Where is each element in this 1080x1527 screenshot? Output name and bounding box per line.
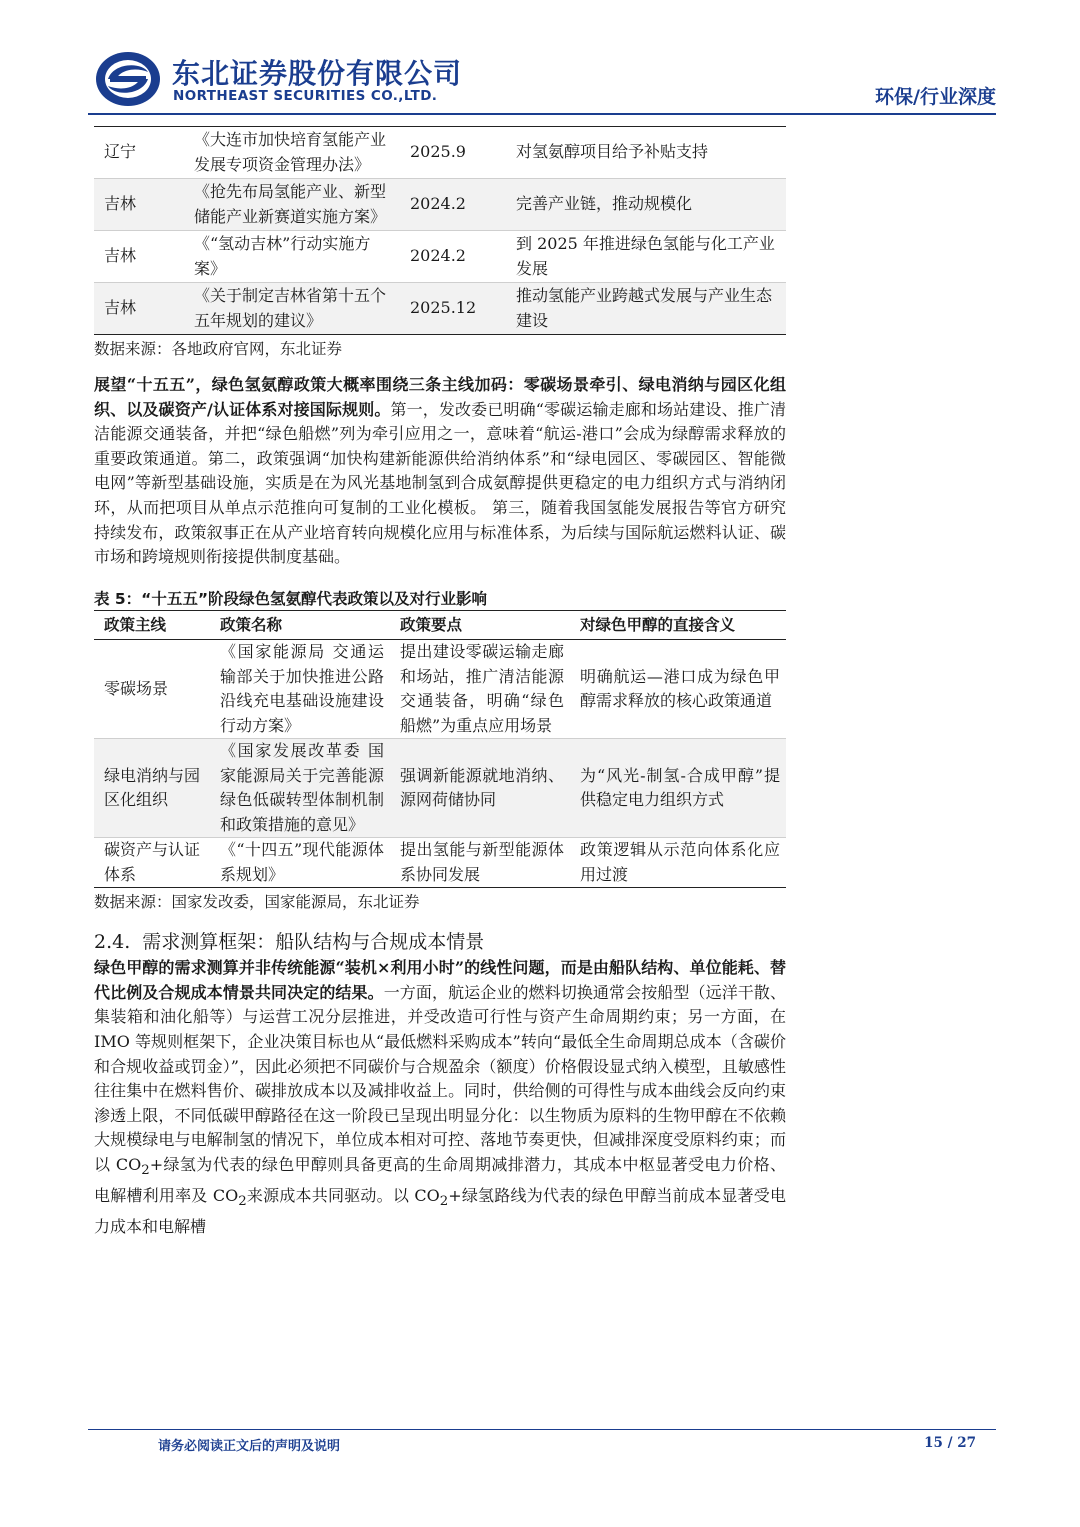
date-cell: 2025.9 bbox=[400, 127, 506, 179]
table-header-row bbox=[94, 610, 786, 640]
demand-text-b: +绿氢为代表的绿色甲醇则具备更高的生命周期减排潜力，其成本中枢显著受电力价格、电解槽利用率及 CO bbox=[94, 1155, 786, 1205]
demand-text-d: +绿氢路线为代表的绿色甲醇当前成本显著受电力成本和电解槽 bbox=[94, 1185, 786, 1236]
date-cell: 2025.12 bbox=[400, 283, 506, 335]
footer-divider bbox=[88, 1429, 996, 1430]
table2-source: 数据来源：国家发改委，国家能源局，东北证券 bbox=[94, 893, 420, 912]
northeast-securities-logo-icon bbox=[94, 50, 162, 108]
implication-cell: 明确航运—港口成为绿色甲醇需求释放的核心政策通道 bbox=[570, 640, 786, 739]
table-row bbox=[94, 127, 786, 179]
company-name-en: NORTHEAST SECURITIES CO.,LTD. bbox=[173, 88, 438, 104]
demand-framework-paragraph bbox=[94, 956, 786, 1239]
outlook-paragraph bbox=[94, 373, 786, 570]
region-cell: 吉林 bbox=[94, 283, 184, 335]
policy-impact-table bbox=[94, 610, 786, 889]
region-cell: 吉林 bbox=[94, 231, 184, 283]
section-title: 需求测算框架：船队结构与合规成本情景 bbox=[142, 931, 485, 954]
col-header-policy-points: 政策要点 bbox=[390, 610, 570, 640]
page-number: 15 / 27 bbox=[924, 1435, 976, 1451]
demand-text-c: 来源成本共同驱动。以 CO bbox=[246, 1185, 440, 1205]
page-content bbox=[94, 126, 786, 1239]
col-header-policy-name: 政策名称 bbox=[210, 610, 390, 640]
policy-content-cell: 到 2025 年推进绿色氢能与化工产业发展 bbox=[506, 231, 786, 283]
co2-subscript: 2 bbox=[141, 1163, 150, 1179]
regional-policy-table bbox=[94, 126, 786, 335]
policy-points-cell: 提出建设零碳运输走廊和场站，推广清洁能源交通装备，明确“绿色船燃”为重点应用场景 bbox=[390, 640, 570, 739]
table-row bbox=[94, 739, 786, 838]
policy-name-cell: 《“十四五”现代能源体系规划》 bbox=[210, 838, 390, 888]
company-name-cn: 东北证券股份有限公司 bbox=[172, 57, 463, 90]
policy-content-cell: 完善产业链，推动规模化 bbox=[506, 179, 786, 231]
date-cell: 2024.2 bbox=[400, 231, 506, 283]
co2-subscript: 2 bbox=[238, 1193, 247, 1209]
section-heading bbox=[94, 928, 786, 956]
region-cell: 辽宁 bbox=[94, 127, 184, 179]
policy-line-cell: 绿电消纳与园区化组织 bbox=[94, 739, 210, 838]
region-cell: 吉林 bbox=[94, 179, 184, 231]
implication-cell: 为“风光-制氢-合成甲醇”提供稳定电力组织方式 bbox=[570, 739, 786, 838]
section-number: 2.4. bbox=[94, 931, 131, 954]
policy-name-cell: 《大连市加快培育氢能产业发展专项资金管理办法》 bbox=[184, 127, 400, 179]
policy-name-cell: 《国家能源局 交通运输部关于加快推进公路沿线充电基础设施建设行动方案》 bbox=[210, 640, 390, 739]
date-cell: 2024.2 bbox=[400, 179, 506, 231]
table-row bbox=[94, 283, 786, 335]
policy-points-cell: 提出氢能与新型能源体系协同发展 bbox=[390, 838, 570, 888]
table1-source: 数据来源：各地政府官网，东北证券 bbox=[94, 340, 343, 358]
table5-title: 表 5：“十五五”阶段绿色氢氨醇代表政策以及对行业影响 bbox=[94, 589, 488, 608]
policy-line-cell: 零碳场景 bbox=[94, 640, 210, 739]
outlook-lead: 展望“十五五”，绿色氢氨醇政策大概率围绕三条主线加码：零碳场景牵引、绿电消纳与园区化组织、以及碳资产/认证体系对接国际规则。 bbox=[94, 375, 786, 419]
policy-content-cell: 对氢氨醇项目给予补贴支持 bbox=[506, 127, 786, 179]
policy-name-cell: 《国家发展改革委 国家能源局关于完善能源绿色低碳转型体制机制和政策措施的意见》 bbox=[210, 739, 390, 838]
policy-points-cell: 强调新能源就地消纳、源网荷储协同 bbox=[390, 739, 570, 838]
demand-text-a: 一方面，航运企业的燃料切换通常会按船型（远洋干散、集装箱和油化船等）与运营工况分层推进，并受改造可行性与资产生命周期约束；另一方面，在 IMO 等规则框架下，企业决策目标也从“最低燃料采购成本”转向“最低全生命周期总成本（含碳价和合规收益或罚金）”，因此必须把不同碳价与合规盈余（额度）价格假设显式纳入模型，且敏感性往往集中在燃料售价、碳排放成本以及减排收益上。同时，供给侧的可得性与成本曲线会反向约束渗透上限，不同低碳甲醇路径在这一阶段已呈现出明显分化：以生物质为原料的生物甲醇在不依赖大规模绿电与电解制氢的情况下，单位成本相对可控、落地节奏更快，但减排深度受原料约束；而以 CO bbox=[94, 982, 786, 1174]
table-row bbox=[94, 838, 786, 888]
policy-content-cell: 推动氢能产业跨越式发展与产业生态建设 bbox=[506, 283, 786, 335]
demand-lead: 绿色甲醇的需求测算并非传统能源“装机×利用小时”的线性问题，而是由船队结构、单位能耗、替代比例及合规成本情景共同决定的结果。 bbox=[94, 958, 786, 1002]
report-section-tag: 环保/行业深度 bbox=[875, 86, 996, 108]
header-divider bbox=[88, 113, 996, 115]
col-header-policy-line: 政策主线 bbox=[94, 610, 210, 640]
outlook-text: 第一，发改委已明确“零碳运输走廊和场站建设、推广清洁能源交通装备，并把“绿色船燃”列为牵引应用之一，意味着“航运-港口”会成为绿醇需求释放的重要政策通道。第二，政策强调“加快构建新能源供给消纳体系”和“绿电园区、零碳园区、智能微电网”等新型基础设施，实质是在为风光基地制氢到合成氨醇提供更稳定的电力组织方式与消纳闭环，从而把项目从单点示范推向可复制的工业化模板。 第三，随着我国氢能发展报告等官方研究持续发布，政策叙事正在从产业培育转向规模化应用与标准体系，为后续与国际航运燃料认证、碳市场和跨境规则衔接提供制度基础。 bbox=[94, 399, 786, 567]
co2-subscript: 2 bbox=[439, 1193, 449, 1209]
col-header-implication: 对绿色甲醇的直接含义 bbox=[570, 610, 786, 640]
policy-name-cell: 《“氢动吉林”行动实施方案》 bbox=[184, 231, 400, 283]
table-row bbox=[94, 179, 786, 231]
policy-name-cell: 《抢先布局氢能产业、新型储能产业新赛道实施方案》 bbox=[184, 179, 400, 231]
policy-name-cell: 《关于制定吉林省第十五个五年规划的建议》 bbox=[184, 283, 400, 335]
table-row bbox=[94, 640, 786, 739]
implication-cell: 政策逻辑从示范向体系化应用过渡 bbox=[570, 838, 786, 888]
table-row bbox=[94, 231, 786, 283]
policy-line-cell: 碳资产与认证体系 bbox=[94, 838, 210, 888]
page-header bbox=[0, 0, 1080, 120]
footer-disclaimer: 请务必阅读正文后的声明及说明 bbox=[158, 1439, 341, 1454]
